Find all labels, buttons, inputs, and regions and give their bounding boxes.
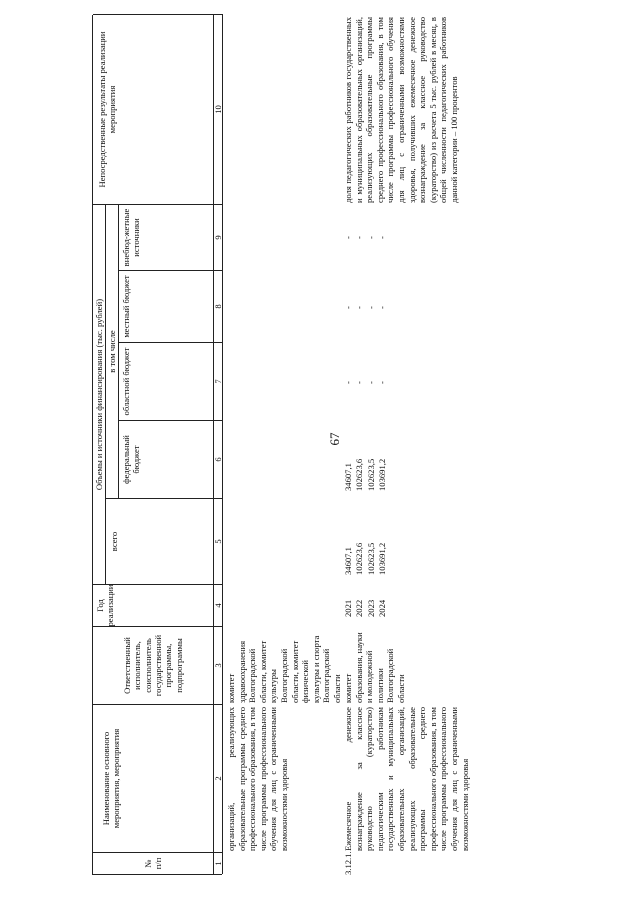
regional-value: - — [343, 381, 353, 384]
extrabudget-value: - — [365, 236, 376, 239]
total-value: 102623,6 — [354, 542, 365, 575]
header-regional: областной бюджет — [119, 342, 214, 420]
total-value: 103691,2 — [376, 542, 387, 575]
header-name: Наименование основного мероприятия, мероприятия — [93, 704, 214, 852]
continuation-responsible: комитет здравоохранения Волгоградской области, комитет культуры Волгоградской области, комитет физической культуры и спорта Волгоградской области — [226, 635, 342, 703]
total-value: 102623,5 — [365, 542, 376, 575]
federal-list — [343, 425, 388, 491]
local-value: - — [343, 306, 353, 309]
row-name: Ежемесячное денежное вознаграждение за классное руководство (кураторство) педагогическим работникам государственных и муниципальных образовательных организаций, реализующих образовательные программы среднего профессионального образования, в том числе программы профессионального обучения для лиц с ограниченными возможностями здоровья — [343, 707, 470, 851]
header-funding: Объемы и источники финансирования (тыс. рублей) — [93, 204, 106, 584]
row-number: 3.12.1. — [343, 851, 353, 875]
colnum-6: 6 — [214, 420, 223, 498]
page-number: 67 — [327, 432, 342, 446]
total-list — [343, 505, 388, 575]
local-value: - — [354, 306, 365, 309]
year-value: 2023 — [365, 599, 376, 617]
colnum-5: 5 — [214, 498, 223, 584]
header-local: местный бюджет — [119, 270, 214, 342]
year-value: 2024 — [376, 599, 387, 617]
header-responsible: Ответственный исполнитель, соисполнитель государственной программы, подпрограммы — [93, 626, 214, 704]
local-value: - — [365, 306, 376, 309]
federal-value: 102623,6 — [354, 458, 365, 491]
regional-value: - — [376, 381, 387, 384]
program-table — [92, 15, 562, 875]
extrabudget-value: - — [343, 236, 353, 239]
header-results: Непосредственные результаты реализации мероприятия — [93, 14, 214, 204]
year-value: 2022 — [354, 599, 365, 617]
regional-value: - — [365, 381, 376, 384]
extrabudget-value: - — [376, 236, 387, 239]
table-header — [92, 15, 222, 875]
regional-value: - — [354, 381, 365, 384]
header-extrabudget: внебюд-жетные источники — [119, 204, 214, 270]
regional-list — [343, 374, 388, 384]
colnum-3: 3 — [214, 626, 223, 704]
row-responsible: комитет образования, науки и молодежной политики Волгоградской области — [343, 632, 406, 703]
extrabudget-list — [343, 229, 388, 239]
row-result: доля педагогических работников государственных и муниципальных образовательных организаций, реализующих образовательные программы среднего профессионального образования, в том числе программы профессионального обучения для лиц с ограниченными возможностями здоровья, получивших ежемесячное денежное вознаграждение за классное руководство (кураторство) из расчета 5 тыс. рублей в месяц, в общей численности педагогических работников данной категории – 100 процентов — [343, 17, 459, 203]
header-year: Год реализации — [93, 584, 214, 626]
colnum-9: 9 — [214, 204, 223, 270]
header-federal: федеральный бюджет — [119, 420, 214, 498]
header-including: в том числе — [106, 204, 119, 498]
years-list — [343, 585, 388, 617]
colnum-4: 4 — [214, 584, 223, 626]
federal-value: 34607,1 — [343, 463, 353, 491]
local-value: - — [376, 306, 387, 309]
colnum-10: 10 — [214, 14, 223, 204]
colnum-7: 7 — [214, 342, 223, 420]
colnum-8: 8 — [214, 270, 223, 342]
continuation-name: организаций, реализующих образовательные программы среднего профессионального образования, в том числе программы профессионального обучения для лиц с ограниченными возможностями здоровья — [226, 707, 289, 851]
colnum-1: 1 — [214, 852, 223, 874]
total-value: 34607,1 — [343, 547, 353, 575]
extrabudget-value: - — [354, 236, 365, 239]
local-list — [343, 299, 388, 309]
header-total: всего — [106, 498, 214, 584]
year-value: 2021 — [343, 599, 353, 617]
colnum-2: 2 — [214, 704, 223, 852]
federal-value: 102623,5 — [365, 458, 376, 491]
header-num: № п/п — [93, 852, 214, 874]
federal-value: 103691,2 — [376, 458, 387, 491]
